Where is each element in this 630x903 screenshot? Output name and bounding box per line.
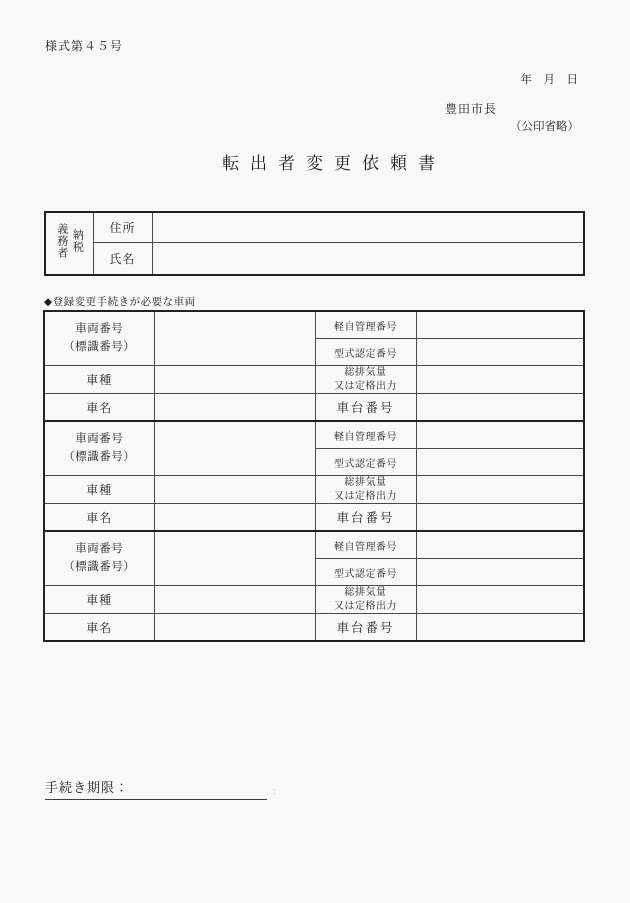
displacement-input-cell[interactable]	[416, 586, 584, 614]
displacement-label	[315, 476, 416, 504]
type-certification-number-input-cell[interactable]	[416, 559, 584, 586]
light-vehicle-mgmt-number-input-cell[interactable]	[416, 311, 584, 339]
seal-omitted-note: （公印省略）	[510, 121, 579, 133]
vehicle-name-input-cell[interactable]	[154, 394, 315, 422]
vehicle-number-label-line2: （標識番号）	[63, 450, 136, 463]
form-number: 様式第４５号	[45, 39, 124, 53]
chassis-number-input-cell[interactable]	[416, 504, 584, 532]
date-line: 年 月 日	[520, 74, 578, 86]
address-input-cell[interactable]	[152, 212, 584, 243]
light-vehicle-mgmt-number-input-cell[interactable]	[416, 531, 584, 559]
vehicle-section-heading: ◆登録変更手続きが必要な車両	[44, 297, 196, 308]
vehicle-table	[43, 310, 585, 642]
displacement-label-line2: 又は定格出力	[334, 380, 397, 392]
light-vehicle-mgmt-number-label: 軽自管理番号	[315, 421, 416, 449]
displacement-label-line1: 総排気量	[344, 477, 387, 488]
vehicle-number-label-line1: 車両番号	[75, 543, 124, 556]
taxpayer-label-part-right: 納税	[71, 229, 84, 253]
name-label: 氏名	[93, 243, 152, 276]
vehicle-type-label: 車種	[44, 586, 154, 614]
deadline-row	[45, 777, 267, 800]
vehicle-number-label-line2: （標識番号）	[63, 340, 136, 353]
vehicle-type-label: 車種	[44, 476, 154, 504]
vehicle-name-label: 車名	[44, 614, 154, 642]
vehicle-number-label-line1: 車両番号	[75, 323, 124, 336]
page-title: 転出者変更依頼書	[222, 154, 446, 173]
chassis-number-label: 車台番号	[315, 504, 416, 532]
displacement-input-cell[interactable]	[416, 476, 584, 504]
vehicle-name-input-cell[interactable]	[154, 614, 315, 642]
light-vehicle-mgmt-number-label: 軽自管理番号	[315, 311, 416, 339]
light-vehicle-mgmt-number-input-cell[interactable]	[416, 421, 584, 449]
vehicle-type-input-cell[interactable]	[154, 476, 315, 504]
taxpayer-table	[44, 211, 585, 276]
light-vehicle-mgmt-number-label: 軽自管理番号	[315, 531, 416, 559]
displacement-label	[315, 586, 416, 614]
chassis-number-label: 車台番号	[315, 394, 416, 422]
vehicle-name-label: 車名	[44, 504, 154, 532]
displacement-label	[315, 366, 416, 394]
vehicle-number-label-line1: 車両番号	[75, 433, 124, 446]
deadline-label: 手続き期限：	[45, 780, 130, 795]
vehicle-number-label	[44, 311, 154, 366]
type-certification-number-label: 型式認定番号	[315, 339, 416, 366]
displacement-label-line1: 総排気量	[344, 367, 387, 378]
chassis-number-input-cell[interactable]	[416, 394, 584, 422]
taxpayer-vertical-label	[55, 223, 83, 259]
vehicle-number-input-cell[interactable]	[154, 531, 315, 586]
taxpayer-label-part-left: 義務者	[55, 223, 68, 259]
vehicle-number-label	[44, 531, 154, 586]
chassis-number-label: 車台番号	[315, 614, 416, 642]
taxpayer-header-cell	[45, 212, 93, 275]
vehicle-name-input-cell[interactable]	[154, 504, 315, 532]
faint-colon-mark: ：	[272, 787, 282, 798]
vehicle-type-input-cell[interactable]	[154, 586, 315, 614]
vehicle-block-1	[44, 311, 584, 421]
vehicle-type-input-cell[interactable]	[154, 366, 315, 394]
vehicle-type-label: 車種	[44, 366, 154, 394]
vehicle-block-2	[44, 421, 584, 531]
displacement-label-line1: 総排気量	[344, 587, 387, 598]
type-certification-number-label: 型式認定番号	[315, 449, 416, 476]
vehicle-block-3	[44, 531, 584, 641]
type-certification-number-input-cell[interactable]	[416, 449, 584, 476]
type-certification-number-label: 型式認定番号	[315, 559, 416, 586]
vehicle-number-input-cell[interactable]	[154, 311, 315, 366]
vehicle-name-label: 車名	[44, 394, 154, 422]
displacement-label-line2: 又は定格出力	[334, 490, 397, 502]
vehicle-number-label	[44, 421, 154, 476]
address-label: 住所	[93, 212, 152, 243]
type-certification-number-input-cell[interactable]	[416, 339, 584, 366]
chassis-number-input-cell[interactable]	[416, 614, 584, 642]
vehicle-number-label-line2: （標識番号）	[63, 560, 136, 573]
vehicle-number-input-cell[interactable]	[154, 421, 315, 476]
displacement-label-line2: 又は定格出力	[334, 600, 397, 612]
addressee-mayor: 豊田市長	[445, 102, 498, 116]
displacement-input-cell[interactable]	[416, 366, 584, 394]
name-input-cell[interactable]	[152, 243, 584, 276]
